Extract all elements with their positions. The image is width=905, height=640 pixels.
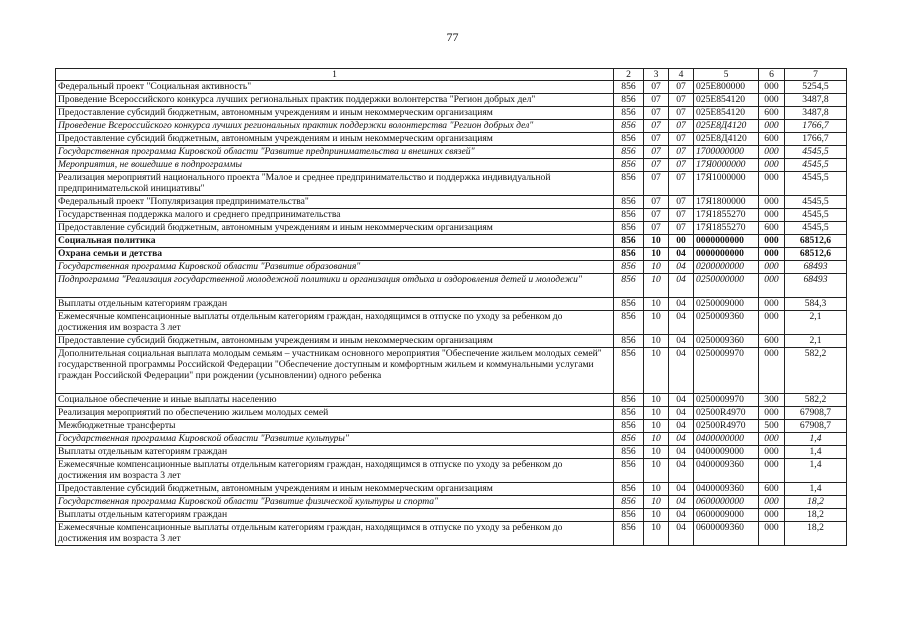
amount-cell: 68493 [785, 274, 847, 298]
table-row [56, 81, 847, 94]
row-name-cell: Предоставление субсидий бюджетным, автономным учреждениям и иным некоммерческим организациям [56, 335, 614, 348]
ministry-code-cell: 856 [614, 394, 644, 407]
subsection-cell: 07 [669, 172, 694, 196]
target-article-cell: 0250009360 [694, 311, 759, 335]
amount-cell: 584,3 [785, 298, 847, 311]
subsection-cell: 04 [669, 509, 694, 522]
expense-type-cell: 000 [759, 120, 785, 133]
subsection-cell: 04 [669, 446, 694, 459]
section-cell: 10 [644, 433, 669, 446]
table-row [56, 420, 847, 433]
amount-cell: 5254,5 [785, 81, 847, 94]
ministry-code-cell: 856 [614, 209, 644, 222]
table-row [56, 133, 847, 146]
target-article-cell: 02500R4970 [694, 407, 759, 420]
target-article-cell: 0250009970 [694, 394, 759, 407]
expense-type-cell: 000 [759, 407, 785, 420]
section-cell: 07 [644, 222, 669, 235]
amount-cell: 1766,7 [785, 133, 847, 146]
row-name-cell: Государственная программа Кировской области "Развитие культуры" [56, 433, 614, 446]
amount-cell: 582,2 [785, 348, 847, 394]
subsection-cell: 04 [669, 348, 694, 394]
amount-cell: 4545,5 [785, 172, 847, 196]
subsection-cell: 04 [669, 420, 694, 433]
ministry-code-cell: 856 [614, 107, 644, 120]
subsection-cell: 04 [669, 311, 694, 335]
expense-type-cell: 000 [759, 459, 785, 483]
amount-cell: 67908,7 [785, 407, 847, 420]
table-row [56, 407, 847, 420]
expense-type-cell: 000 [759, 522, 785, 546]
amount-cell: 18,2 [785, 522, 847, 546]
ministry-code-cell: 856 [614, 446, 644, 459]
row-name-cell: Государственная программа Кировской области "Развитие предпринимательства и внешних связей" [56, 146, 614, 159]
subsection-cell: 04 [669, 496, 694, 509]
row-name-cell: Охрана семьи и детства [56, 248, 614, 261]
target-article-cell: 0250009360 [694, 335, 759, 348]
amount-cell: 68493 [785, 261, 847, 274]
ministry-code-cell: 856 [614, 433, 644, 446]
header-cell: 7 [785, 69, 847, 81]
row-name-cell: Выплаты отдельным категориям граждан [56, 446, 614, 459]
ministry-code-cell: 856 [614, 420, 644, 433]
row-name-cell: Предоставление субсидий бюджетным, автономным учреждениям и иным некоммерческим организациям [56, 222, 614, 235]
amount-cell: 68512,6 [785, 235, 847, 248]
expense-type-cell: 000 [759, 159, 785, 172]
subsection-cell: 07 [669, 209, 694, 222]
ministry-code-cell: 856 [614, 496, 644, 509]
amount-cell: 1,4 [785, 446, 847, 459]
header-cell: 4 [669, 69, 694, 81]
section-cell: 07 [644, 209, 669, 222]
ministry-code-cell: 856 [614, 146, 644, 159]
section-cell: 07 [644, 107, 669, 120]
section-cell: 10 [644, 335, 669, 348]
row-name-cell: Межбюджетные трансферты [56, 420, 614, 433]
expense-type-cell: 600 [759, 133, 785, 146]
row-name-cell: Реализация мероприятий национального проекта "Малое и среднее предпринимательство и поддержка индивидуальной предпринимательской инициативы" [56, 172, 614, 196]
table-row [56, 348, 847, 394]
expense-type-cell: 500 [759, 420, 785, 433]
expense-type-cell: 000 [759, 311, 785, 335]
ministry-code-cell: 856 [614, 133, 644, 146]
section-cell: 07 [644, 120, 669, 133]
table-row [56, 394, 847, 407]
subsection-cell: 04 [669, 274, 694, 298]
target-article-cell: 0600000000 [694, 496, 759, 509]
ministry-code-cell: 856 [614, 196, 644, 209]
ministry-code-cell: 856 [614, 311, 644, 335]
row-name-cell: Ежемесячные компенсационные выплаты отдельным категориям граждан, находящимся в отпуске по уходу за ребенком до достижения им возраста 3 лет [56, 522, 614, 546]
amount-cell: 4545,5 [785, 159, 847, 172]
amount-cell: 67908,7 [785, 420, 847, 433]
section-cell: 10 [644, 311, 669, 335]
header-cell: 3 [644, 69, 669, 81]
target-article-cell: 025E854120 [694, 107, 759, 120]
subsection-cell: 04 [669, 335, 694, 348]
table-row [56, 146, 847, 159]
target-article-cell: 17Я1000000 [694, 172, 759, 196]
table-row [56, 446, 847, 459]
table-row [56, 522, 847, 546]
subsection-cell: 04 [669, 298, 694, 311]
target-article-cell: 02500R4970 [694, 420, 759, 433]
ministry-code-cell: 856 [614, 407, 644, 420]
amount-cell: 18,2 [785, 496, 847, 509]
amount-cell: 18,2 [785, 509, 847, 522]
target-article-cell: 0000000000 [694, 235, 759, 248]
target-article-cell: 025E854120 [694, 94, 759, 107]
ministry-code-cell: 856 [614, 261, 644, 274]
expense-type-cell: 600 [759, 335, 785, 348]
expense-type-cell: 600 [759, 107, 785, 120]
expense-type-cell: 000 [759, 509, 785, 522]
amount-cell: 2,1 [785, 311, 847, 335]
ministry-code-cell: 856 [614, 172, 644, 196]
section-cell: 07 [644, 94, 669, 107]
amount-cell: 2,1 [785, 335, 847, 348]
expense-type-cell: 000 [759, 261, 785, 274]
row-name-cell: Выплаты отдельным категориям граждан [56, 509, 614, 522]
header-cell: 5 [694, 69, 759, 81]
amount-cell: 1,4 [785, 483, 847, 496]
table-row [56, 248, 847, 261]
amount-cell: 1,4 [785, 459, 847, 483]
header-cell: 2 [614, 69, 644, 81]
ministry-code-cell: 856 [614, 81, 644, 94]
subsection-cell: 04 [669, 433, 694, 446]
subsection-cell: 07 [669, 196, 694, 209]
target-article-cell: 1700000000 [694, 146, 759, 159]
ministry-code-cell: 856 [614, 522, 644, 546]
amount-cell: 4545,5 [785, 209, 847, 222]
subsection-cell: 04 [669, 248, 694, 261]
amount-cell: 4545,5 [785, 196, 847, 209]
row-name-cell: Мероприятия, не вошедшие в подпрограммы [56, 159, 614, 172]
section-cell: 07 [644, 146, 669, 159]
ministry-code-cell: 856 [614, 509, 644, 522]
table-row [56, 94, 847, 107]
header-cell: 1 [56, 69, 614, 81]
ministry-code-cell: 856 [614, 274, 644, 298]
target-article-cell: 0000000000 [694, 248, 759, 261]
target-article-cell: 0600009360 [694, 522, 759, 546]
target-article-cell: 0400000000 [694, 433, 759, 446]
ministry-code-cell: 856 [614, 459, 644, 483]
target-article-cell: 17Я0000000 [694, 159, 759, 172]
target-article-cell: 0250009000 [694, 298, 759, 311]
section-cell: 07 [644, 133, 669, 146]
section-cell: 07 [644, 159, 669, 172]
subsection-cell: 04 [669, 261, 694, 274]
section-cell: 07 [644, 196, 669, 209]
row-name-cell: Предоставление субсидий бюджетным, автономным учреждениям и иным некоммерческим организациям [56, 483, 614, 496]
ministry-code-cell: 856 [614, 335, 644, 348]
subsection-cell: 07 [669, 120, 694, 133]
section-cell: 10 [644, 496, 669, 509]
row-name-cell: Федеральный проект "Популяризация предпринимательства" [56, 196, 614, 209]
section-cell: 10 [644, 235, 669, 248]
expense-type-cell: 300 [759, 394, 785, 407]
target-article-cell: 0200000000 [694, 261, 759, 274]
target-article-cell: 0400009360 [694, 483, 759, 496]
table-row [56, 107, 847, 120]
amount-cell: 68512,6 [785, 248, 847, 261]
section-cell: 10 [644, 348, 669, 394]
section-cell: 10 [644, 261, 669, 274]
row-name-cell: Государственная поддержка малого и среднего предпринимательства [56, 209, 614, 222]
target-article-cell: 17Я1855270 [694, 209, 759, 222]
table-row [56, 222, 847, 235]
subsection-cell: 04 [669, 483, 694, 496]
subsection-cell: 04 [669, 522, 694, 546]
header-cell: 6 [759, 69, 785, 81]
amount-cell: 1766,7 [785, 120, 847, 133]
target-article-cell: 17Я1855270 [694, 222, 759, 235]
table-row [56, 335, 847, 348]
table-row [56, 209, 847, 222]
ministry-code-cell: 856 [614, 248, 644, 261]
section-cell: 10 [644, 407, 669, 420]
row-name-cell: Проведение Всероссийского конкурса лучших региональных практик поддержки волонтерства "Регион добрых дел" [56, 94, 614, 107]
expense-type-cell: 000 [759, 146, 785, 159]
amount-cell: 3487,8 [785, 107, 847, 120]
row-name-cell: Предоставление субсидий бюджетным, автономным учреждениям и иным некоммерческим организациям [56, 133, 614, 146]
subsection-cell: 07 [669, 81, 694, 94]
table-row [56, 120, 847, 133]
subsection-cell: 04 [669, 407, 694, 420]
ministry-code-cell: 856 [614, 348, 644, 394]
table-row [56, 459, 847, 483]
table-row [56, 433, 847, 446]
table-row [56, 496, 847, 509]
section-cell: 10 [644, 274, 669, 298]
section-cell: 07 [644, 172, 669, 196]
subsection-cell: 07 [669, 159, 694, 172]
expense-type-cell: 000 [759, 298, 785, 311]
expense-type-cell: 000 [759, 209, 785, 222]
expense-type-cell: 000 [759, 248, 785, 261]
table-row [56, 261, 847, 274]
row-name-cell: Дополнительная социальная выплата молодым семьям – участникам основного мероприятия "Обеспечение жильем молодых семей" государственной программы Российской Федерации "Обеспечение доступным и комфортным жильем и коммунальными услугами граждан Российской Федерации" при рождении (усыновлении) одного ребенка [56, 348, 614, 394]
amount-cell: 3487,8 [785, 94, 847, 107]
expense-type-cell: 000 [759, 348, 785, 394]
row-name-cell: Социальная политика [56, 235, 614, 248]
section-cell: 10 [644, 394, 669, 407]
ministry-code-cell: 856 [614, 120, 644, 133]
row-name-cell: Ежемесячные компенсационные выплаты отдельным категориям граждан, находящимся в отпуске по уходу за ребенком до достижения им возраста 3 лет [56, 459, 614, 483]
target-article-cell: 0250000000 [694, 274, 759, 298]
section-cell: 07 [644, 81, 669, 94]
budget-table [55, 68, 847, 546]
section-cell: 10 [644, 522, 669, 546]
amount-cell: 582,2 [785, 394, 847, 407]
target-article-cell: 025E8Д4120 [694, 120, 759, 133]
section-cell: 10 [644, 298, 669, 311]
table-row [56, 196, 847, 209]
table-row [56, 274, 847, 298]
table-row [56, 172, 847, 196]
expense-type-cell: 000 [759, 446, 785, 459]
expense-type-cell: 000 [759, 496, 785, 509]
row-name-cell: Государственная программа Кировской области "Развитие физической культуры и спорта" [56, 496, 614, 509]
row-name-cell: Государственная программа Кировской области "Развитие образования" [56, 261, 614, 274]
table-row [56, 235, 847, 248]
table-row [56, 509, 847, 522]
row-name-cell: Реализация мероприятий по обеспечению жильем молодых семей [56, 407, 614, 420]
subsection-cell: 04 [669, 459, 694, 483]
section-cell: 10 [644, 420, 669, 433]
target-article-cell: 0250009970 [694, 348, 759, 394]
section-cell: 10 [644, 446, 669, 459]
expense-type-cell: 000 [759, 94, 785, 107]
target-article-cell: 025E8Д4120 [694, 133, 759, 146]
ministry-code-cell: 856 [614, 483, 644, 496]
table-row [56, 311, 847, 335]
target-article-cell: 0400009000 [694, 446, 759, 459]
expense-type-cell: 000 [759, 196, 785, 209]
ministry-code-cell: 856 [614, 159, 644, 172]
target-article-cell: 025E800000 [694, 81, 759, 94]
target-article-cell: 0600009000 [694, 509, 759, 522]
table-row [56, 159, 847, 172]
row-name-cell: Социальное обеспечение и иные выплаты населению [56, 394, 614, 407]
subsection-cell: 07 [669, 146, 694, 159]
subsection-cell: 04 [669, 394, 694, 407]
expense-type-cell: 000 [759, 81, 785, 94]
table-row [56, 483, 847, 496]
subsection-cell: 07 [669, 107, 694, 120]
amount-cell: 4545,5 [785, 146, 847, 159]
row-name-cell: Выплаты отдельным категориям граждан [56, 298, 614, 311]
ministry-code-cell: 856 [614, 235, 644, 248]
subsection-cell: 07 [669, 133, 694, 146]
section-cell: 10 [644, 483, 669, 496]
ministry-code-cell: 856 [614, 298, 644, 311]
target-article-cell: 0400009360 [694, 459, 759, 483]
amount-cell: 1,4 [785, 433, 847, 446]
row-name-cell: Предоставление субсидий бюджетным, автономным учреждениям и иным некоммерческим организациям [56, 107, 614, 120]
section-cell: 10 [644, 509, 669, 522]
page-number: 77 [446, 30, 459, 44]
expense-type-cell: 600 [759, 483, 785, 496]
table-header-row [56, 69, 847, 81]
row-name-cell: Федеральный проект "Социальная активность" [56, 81, 614, 94]
amount-cell: 4545,5 [785, 222, 847, 235]
expense-type-cell: 000 [759, 433, 785, 446]
subsection-cell: 07 [669, 94, 694, 107]
table-row [56, 298, 847, 311]
expense-type-cell: 000 [759, 274, 785, 298]
subsection-cell: 00 [669, 235, 694, 248]
ministry-code-cell: 856 [614, 222, 644, 235]
expense-type-cell: 000 [759, 172, 785, 196]
expense-type-cell: 000 [759, 235, 785, 248]
subsection-cell: 07 [669, 222, 694, 235]
target-article-cell: 17Я1800000 [694, 196, 759, 209]
row-name-cell: Проведение Всероссийского конкурса лучших региональных практик поддержки волонтерства "Регион добрых дел" [56, 120, 614, 133]
row-name-cell: Ежемесячные компенсационные выплаты отдельным категориям граждан, находящимся в отпуске по уходу за ребенком до достижения им возраста 3 лет [56, 311, 614, 335]
row-name-cell: Подпрограмма "Реализация государственной молодежной политики и организация отдыха и оздоровления детей и молодежи" [56, 274, 614, 298]
expense-type-cell: 600 [759, 222, 785, 235]
section-cell: 10 [644, 248, 669, 261]
section-cell: 10 [644, 459, 669, 483]
ministry-code-cell: 856 [614, 94, 644, 107]
